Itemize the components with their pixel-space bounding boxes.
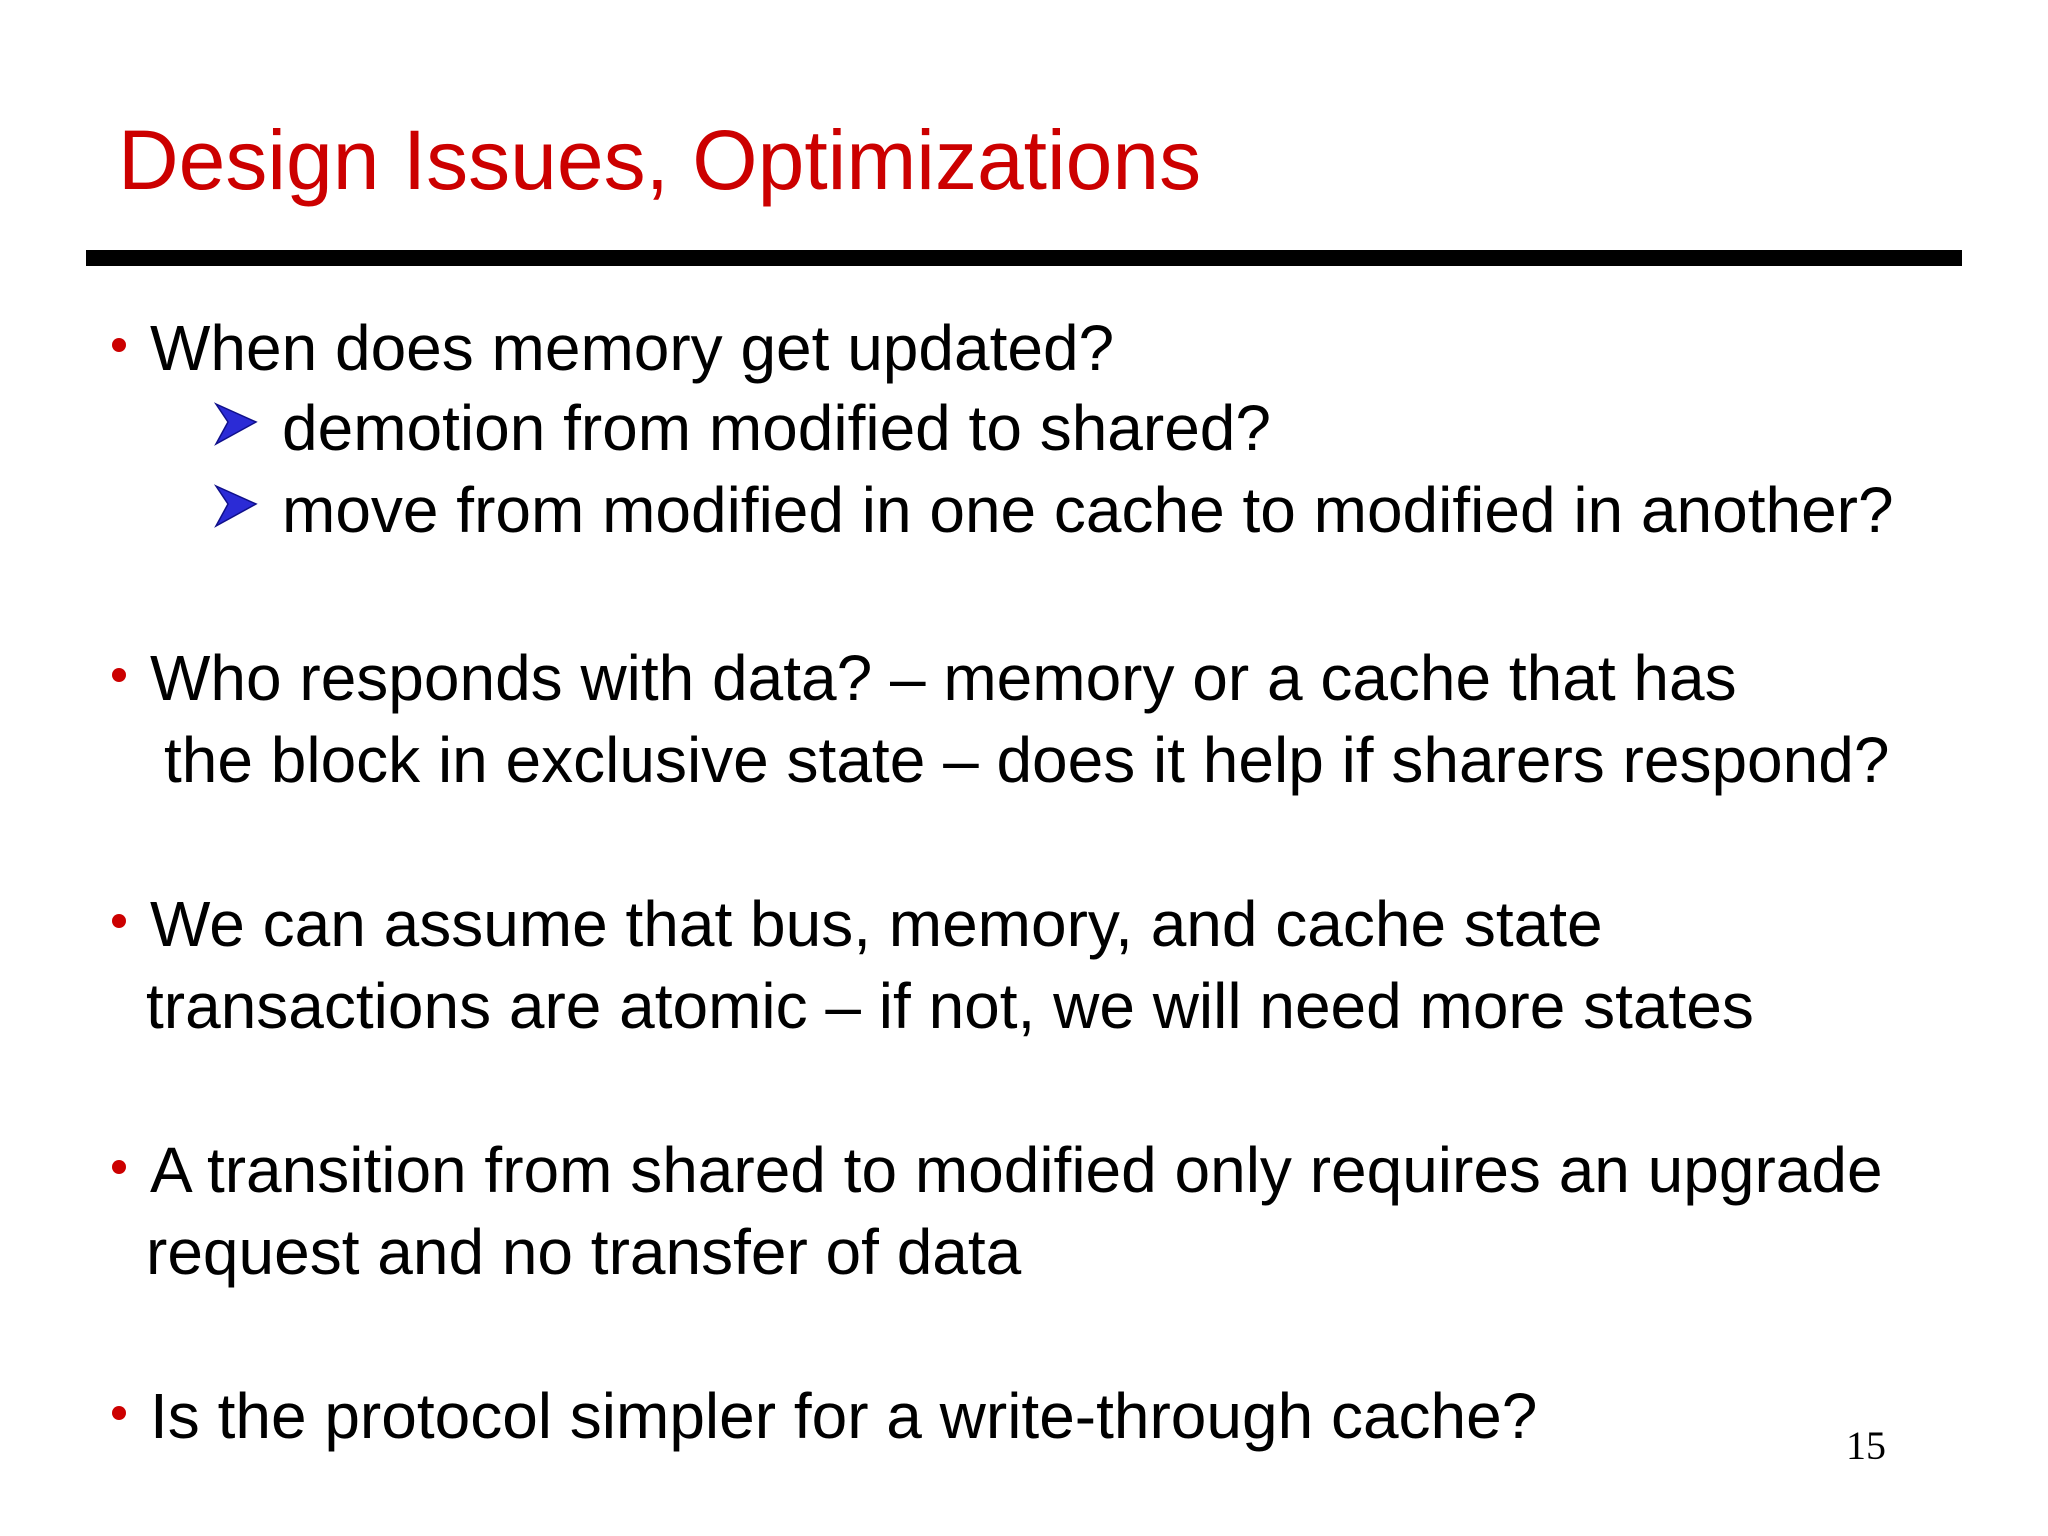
bullet-text-continued: request and no transfer of data — [146, 1216, 1022, 1288]
bullet-text-continued: the block in exclusive state – does it help if sharers respond? — [164, 724, 1890, 796]
bullet-text-continued: transactions are atomic – if not, we will need more states — [146, 970, 1754, 1042]
bullet-text: When does memory get updated? — [150, 312, 1115, 384]
bullet-text: A transition from shared to modified only requires an upgrade — [150, 1134, 1883, 1206]
red-bullet-icon — [112, 1160, 126, 1174]
blue-arrowhead-icon — [214, 402, 258, 446]
red-bullet-icon — [112, 668, 126, 682]
bullet-text: Is the protocol simpler for a write-through cache? — [150, 1380, 1538, 1452]
bullet-text: Who responds with data? – memory or a cache that has — [150, 642, 1737, 714]
page-number: 15 — [1846, 1423, 1886, 1468]
sub-bullet-text: demotion from modified to shared? — [282, 392, 1271, 464]
slide-title: Design Issues, Optimizations — [118, 113, 1202, 207]
sub-bullet-text: move from modified in one cache to modified in another? — [282, 474, 1894, 546]
red-bullet-icon — [112, 914, 126, 928]
bullet-text: We can assume that bus, memory, and cache state — [150, 888, 1603, 960]
blue-arrowhead-icon — [214, 484, 258, 528]
red-bullet-icon — [112, 338, 126, 352]
title-divider — [86, 250, 1962, 266]
red-bullet-icon — [112, 1406, 126, 1420]
